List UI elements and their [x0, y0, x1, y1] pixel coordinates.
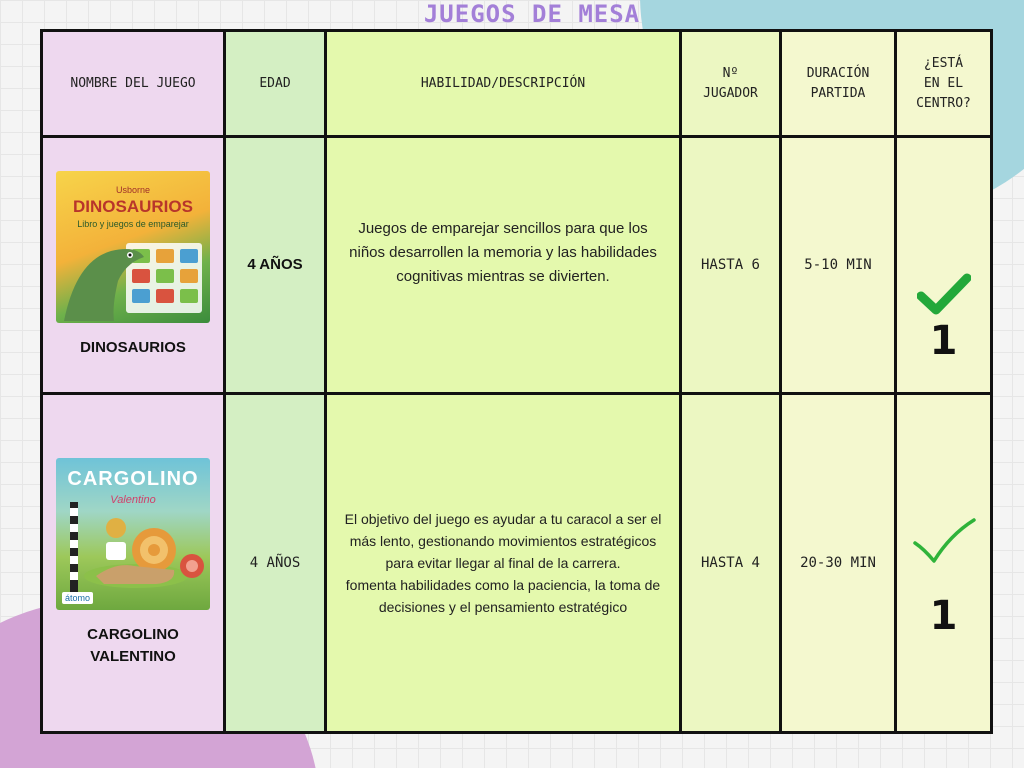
header-center-line2: EN EL	[923, 75, 964, 91]
cover-subtitle: Valentino	[110, 494, 156, 506]
game-name: CARGOLINO VALENTINO	[87, 626, 179, 665]
table-row	[42, 394, 992, 733]
header-center-line1: ¿ESTÁ	[923, 55, 964, 71]
count-value: 1	[929, 593, 958, 639]
game-name-cell	[42, 137, 225, 394]
checkmark-icon	[917, 272, 971, 318]
in-center-cell	[896, 137, 992, 394]
game-name-cell	[42, 394, 225, 733]
header-duration	[781, 31, 896, 137]
age-value: 4 AÑOS	[249, 555, 301, 571]
dinosaurios-cover-image	[56, 171, 210, 323]
duration-value: 20-30 MIN	[800, 555, 876, 571]
cover-subtitle: Libro y juegos de emparejar	[77, 219, 189, 229]
description-cell	[326, 394, 681, 733]
game-name: DINOSAURIOS	[80, 339, 186, 356]
header-center-line3: CENTRO?	[916, 95, 971, 111]
cover-title: CARGOLINO	[67, 468, 199, 490]
header-players-line1: Nº	[722, 65, 739, 81]
age-value: 4 AÑOS	[247, 256, 303, 273]
players-value: HASTA 4	[700, 555, 760, 571]
in-center-cell	[896, 394, 992, 733]
table-row	[42, 137, 992, 394]
page-title: JUEGOS DE MESA	[423, 0, 641, 28]
players-value: HASTA 6	[700, 257, 760, 273]
count-value: 1	[929, 317, 958, 364]
age-cell	[225, 394, 326, 733]
header-duration-line2: PARTIDA	[810, 85, 866, 101]
cover-brand: Usborne	[115, 185, 151, 195]
cargolino-cover-image	[56, 458, 210, 610]
players-cell	[681, 137, 781, 394]
players-cell	[681, 394, 781, 733]
publisher-logo: átomo	[62, 592, 93, 604]
header-row	[42, 31, 992, 137]
duration-cell	[781, 137, 896, 394]
header-duration-line1: DURACIÓN	[806, 65, 870, 81]
cover-title: DINOSAURIOS	[73, 197, 193, 216]
description-cell	[326, 137, 681, 394]
duration-cell	[781, 394, 896, 733]
duration-value: 5-10 MIN	[804, 257, 872, 273]
header-in-center	[896, 31, 992, 137]
description-text: El objetivo del juego es ayudar a tu caracol a ser el más lento, gestionando movimientos estratégicos para evitar llegar al final de la carrera. fomenta habilidades como la paciencia, la toma de decisiones y el pensamiento estratégico	[344, 511, 662, 615]
games-table	[40, 29, 993, 734]
header-age: EDAD	[225, 31, 326, 137]
checkmark-icon	[912, 517, 976, 565]
header-players	[681, 31, 781, 137]
snail-illustration-icon	[56, 458, 210, 610]
header-players-line2: JUGADOR	[703, 85, 758, 101]
header-name: NOMBRE DEL JUEGO	[42, 31, 225, 137]
dinosaur-illustration-icon	[56, 171, 210, 323]
header-description: HABILIDAD/DESCRIPCIÓN	[326, 31, 681, 137]
age-cell	[225, 137, 326, 394]
description-text: Juegos de emparejar sencillos para que los niños desarrollen la memoria y las habilidades cognitivas mientras se divierten.	[349, 220, 657, 285]
